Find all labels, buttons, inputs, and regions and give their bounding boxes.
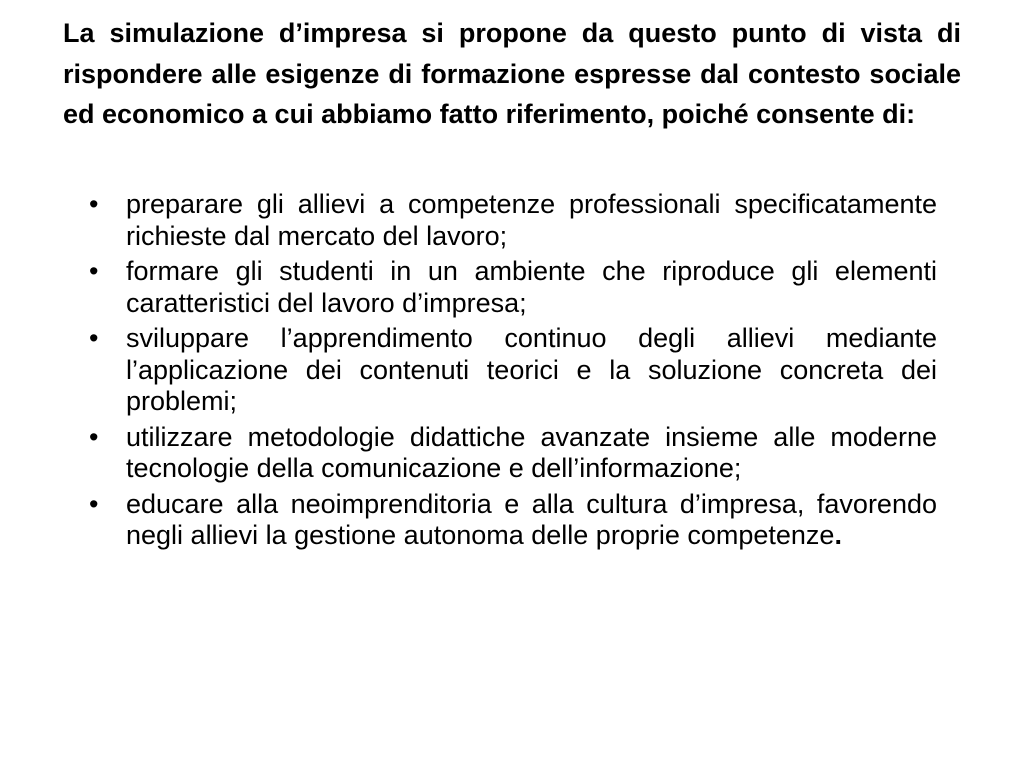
bullet-item bbox=[89, 489, 937, 552]
bullet-text: formare gli studenti in un ambiente che riproduce gli elementi caratteristici del lavoro d’impresa; bbox=[126, 256, 937, 318]
bullet-icon: • bbox=[89, 256, 99, 286]
bullet-item bbox=[89, 422, 937, 485]
bullet-item bbox=[89, 256, 937, 319]
bullet-icon: • bbox=[89, 421, 99, 452]
bullet-icon: • bbox=[89, 189, 99, 219]
bullet-text: educare alla neoimprenditoria e alla cultura d’impresa, favorendo negli allievi la gestione autonoma delle proprie competenze bbox=[126, 488, 937, 550]
bullet-item bbox=[89, 189, 937, 252]
bullet-text: preparare gli allievi a competenze professionali specificatamente richieste dal mercato del lavoro; bbox=[126, 189, 937, 251]
bullet-text: sviluppare l’apprendimento continuo degli allievi mediante l’applicazione dei contenuti teorici e la soluzione concreta dei problemi; bbox=[126, 323, 937, 416]
bullet-icon: • bbox=[89, 488, 99, 519]
bullet-list bbox=[89, 189, 937, 556]
final-period: . bbox=[834, 520, 842, 550]
intro-paragraph: La simulazione d’impresa si propone da questo punto di vista di rispondere alle esigenze di formazione espresse dal contesto sociale ed economico a cui abbiamo fatto riferimento, poiché consente di: bbox=[63, 18, 961, 129]
bullet-icon: • bbox=[89, 323, 99, 353]
bullet-item bbox=[89, 323, 937, 418]
bullet-text: utilizzare metodologie didattiche avanzate insieme alle moderne tecnologie della comunicazione e dell’informazione; bbox=[126, 421, 937, 483]
